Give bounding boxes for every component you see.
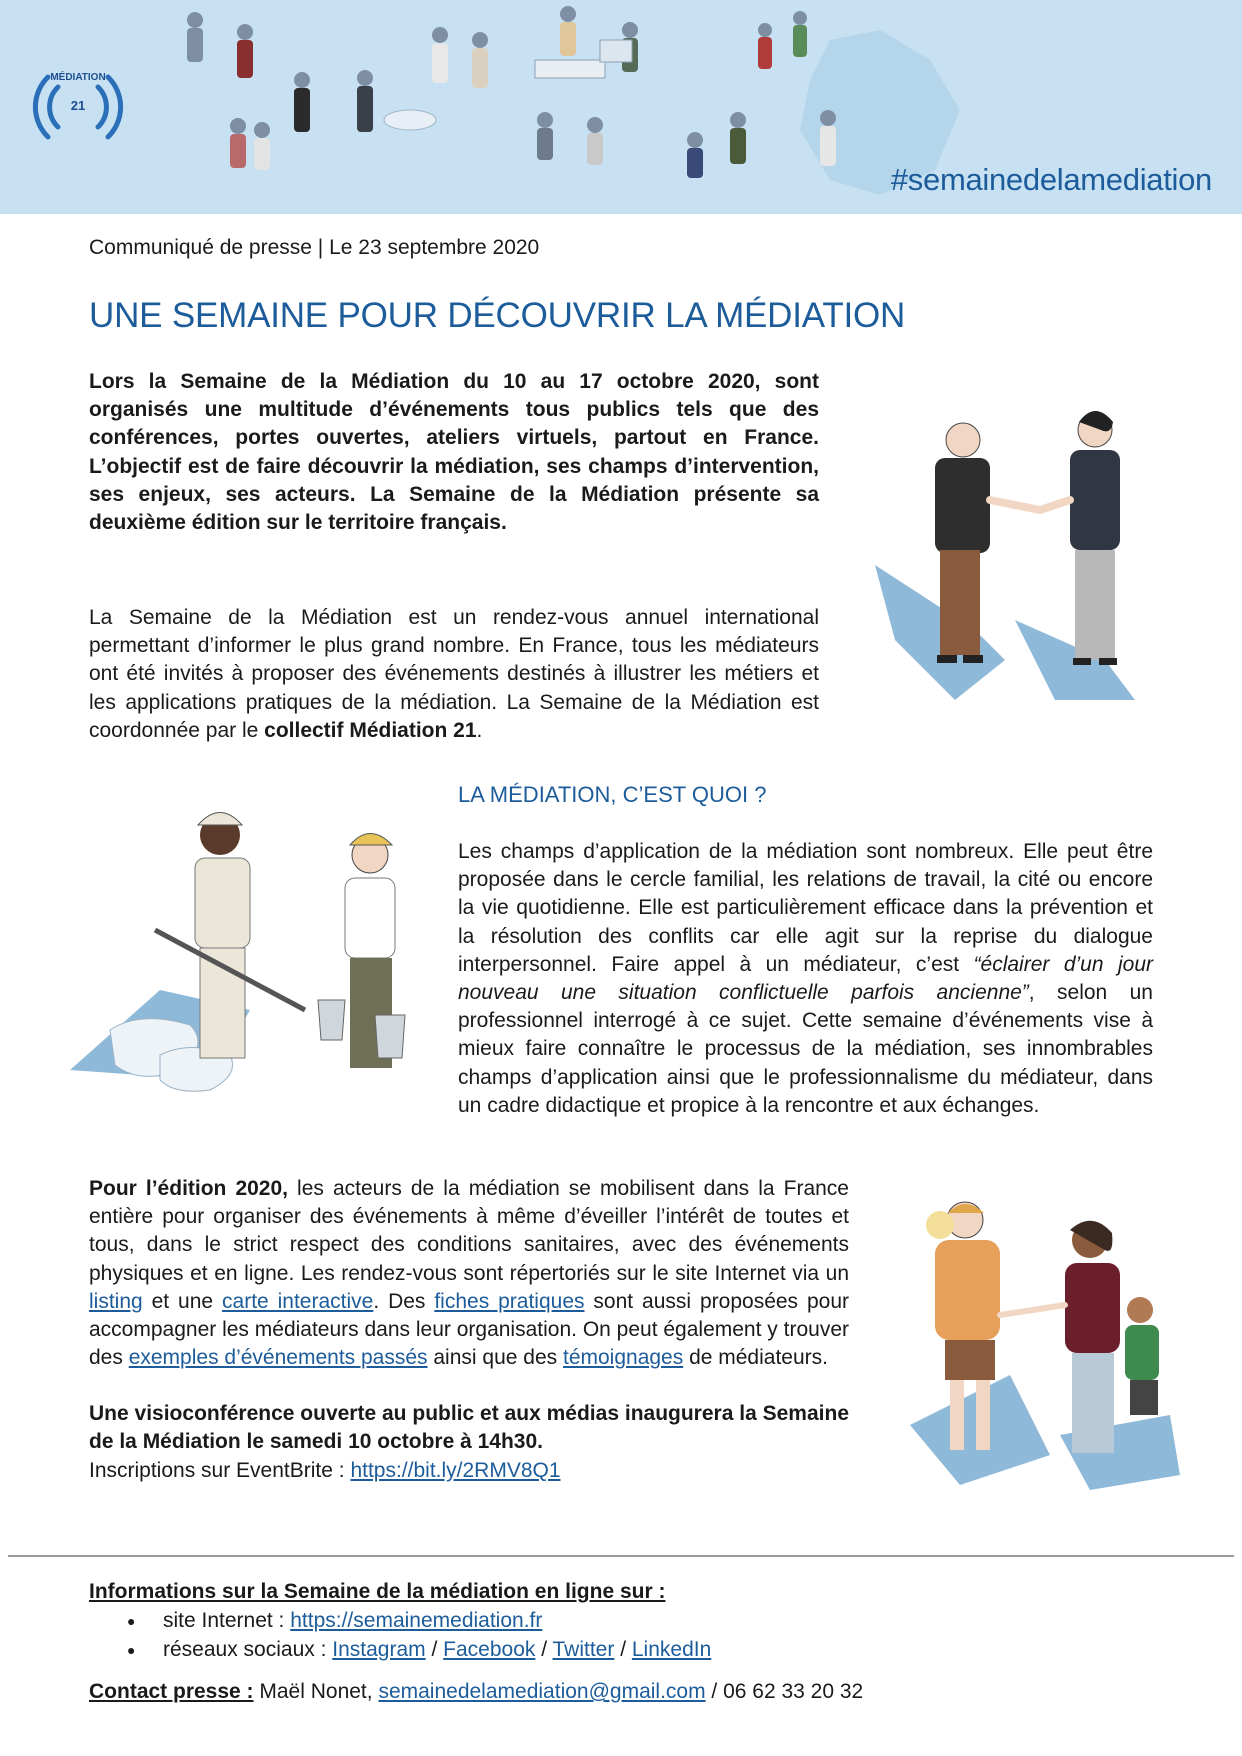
dateline: Communiqué de presse | Le 23 septembre 2020 (89, 236, 540, 259)
para2-rest: , selon un professionnel interrogé à ce sujet. Cette semaine d’événements vise à mieux faire connaître le processus de la médiation, ses innombrables champs d’application ainsi que le professionnalisme du médiateur, dans un cadre didactique et propice à la rencontre et aux échanges. (458, 981, 1153, 1117)
link-listing[interactable]: listing (89, 1289, 143, 1313)
link-fiches-pratiques[interactable]: fiches pratiques (434, 1289, 585, 1313)
list-item-social (89, 1636, 711, 1665)
logo-number: 21 (70, 98, 86, 113)
inscriptions-line (89, 1457, 849, 1485)
hashtag: #semainedelamediation (890, 162, 1212, 197)
separator (8, 1555, 1234, 1557)
header-banner (0, 0, 1242, 214)
paragraph-edition-2020 (89, 1175, 849, 1372)
section-title: LA MÉDIATION, C’EST QUOI ? (458, 782, 767, 807)
para2-text: Les champs d’application de la médiation sont nombreux. Elle peut être proposée dans le cercle familial, les relations de travail, la cité ou encore la vie quotidienne. Elle est particulièrement efficace dans la prévention et la résolution des conflits car elle agit sur la reprise du dialogue interpersonnel. Faire appel à un médiateur, c’est (458, 840, 1153, 976)
link-exemples[interactable]: exemples d’événements passés (128, 1346, 428, 1370)
mediation21-logo (18, 62, 138, 152)
contact-name: Maël Nonet, (253, 1680, 379, 1703)
instagram-link[interactable]: Instagram (332, 1637, 426, 1661)
info-title: Informations sur la Semaine de la médiation en ligne sur : (89, 1580, 666, 1603)
separator-slash: / (425, 1637, 444, 1661)
workers-illustration (70, 800, 410, 1110)
family-illustration (900, 1195, 1190, 1495)
para1-end: . (476, 718, 483, 742)
para3-text-2: et une (142, 1289, 223, 1313)
contact-phone: / 06 62 33 20 32 (705, 1680, 864, 1703)
linkedin-link[interactable]: LinkedIn (631, 1637, 712, 1661)
para1-text: La Semaine de la Médiation est un rendez-vous annuel international permettant d’informer le plus grand nombre. En France, tous les médiateurs ont été invités à proposer des événements destinés à illustrer les métiers et les applications pratiques de la médiation. La Semaine de la Médiation est coordonnée par le (89, 606, 819, 742)
para3-text-1: les acteurs de la médiation se mobilisent dans la France entière pour organiser des événements à même d’éveiller l’intérêt de toutes et tous, dans le strict respect des conditions sanitaires, avec des événements physiques et en ligne. Les rendez-vous sont répertoriés sur le site Internet via un (89, 1177, 849, 1285)
paragraph-what-is-mediation (458, 838, 1153, 1120)
link-temoignages[interactable]: témoignages (562, 1346, 684, 1370)
logo-text: MÉDIATION (50, 72, 106, 83)
para3-text-5: ainsi que des (427, 1346, 563, 1370)
para3-text-6: de médiateurs. (683, 1346, 828, 1370)
quote: “éclairer d’un jour nouveau une situation conflictuelle parfois ancienne” (458, 952, 1153, 1005)
facebook-link[interactable]: Facebook (443, 1637, 536, 1661)
page-title: UNE SEMAINE POUR DÉCOUVRIR LA MÉDIATION (89, 296, 906, 335)
para3-text-4: sont aussi proposées pour accompagner les médiateurs dans leur organisation. On peut également y trouver des (89, 1289, 849, 1370)
info-list (89, 1607, 711, 1664)
site-link[interactable]: https://semainemediation.fr (290, 1609, 543, 1632)
list-item-site (89, 1607, 711, 1636)
handshake-illustration (855, 400, 1155, 720)
contact-label: Contact presse : (89, 1680, 254, 1703)
site-label: site Internet : (163, 1609, 291, 1632)
twitter-link[interactable]: Twitter (552, 1637, 615, 1661)
visio-announcement: Une visioconférence ouverte au public et aux médias inaugurera la Semaine de la Médiation le samedi 10 octobre à 14h30. (89, 1402, 849, 1454)
press-contact (89, 1680, 863, 1704)
eventbrite-link[interactable]: https://bit.ly/2RMV8Q1 (350, 1459, 561, 1482)
social-label: réseaux sociaux : (163, 1637, 333, 1661)
inscriptions-label: Inscriptions sur EventBrite : (89, 1459, 351, 1482)
para3-text-3: . Des (373, 1289, 435, 1313)
separator-slash: / (614, 1637, 632, 1661)
edition-bold: Pour l’édition 2020, (89, 1177, 288, 1200)
separator-slash: / (535, 1637, 553, 1661)
contact-email-link[interactable]: semainedelamediation@gmail.com (378, 1680, 706, 1703)
collectif-bold: collectif Médiation 21 (264, 718, 477, 742)
intro-paragraph: Lors la Semaine de la Médiation du 10 au 17 octobre 2020, sont organisés une multitude d’événements tous publics tels que des conférences, portes ouvertes, ateliers virtuels, partout en France. L’objectif est de faire découvrir la médiation, ses champs d’intervention, ses enjeux, ses acteurs. La Semaine de la Médiation présente sa deuxième édition sur le territoire français. (89, 370, 819, 535)
paragraph-presentation (89, 604, 819, 745)
link-carte-interactive[interactable]: carte interactive (222, 1289, 374, 1313)
